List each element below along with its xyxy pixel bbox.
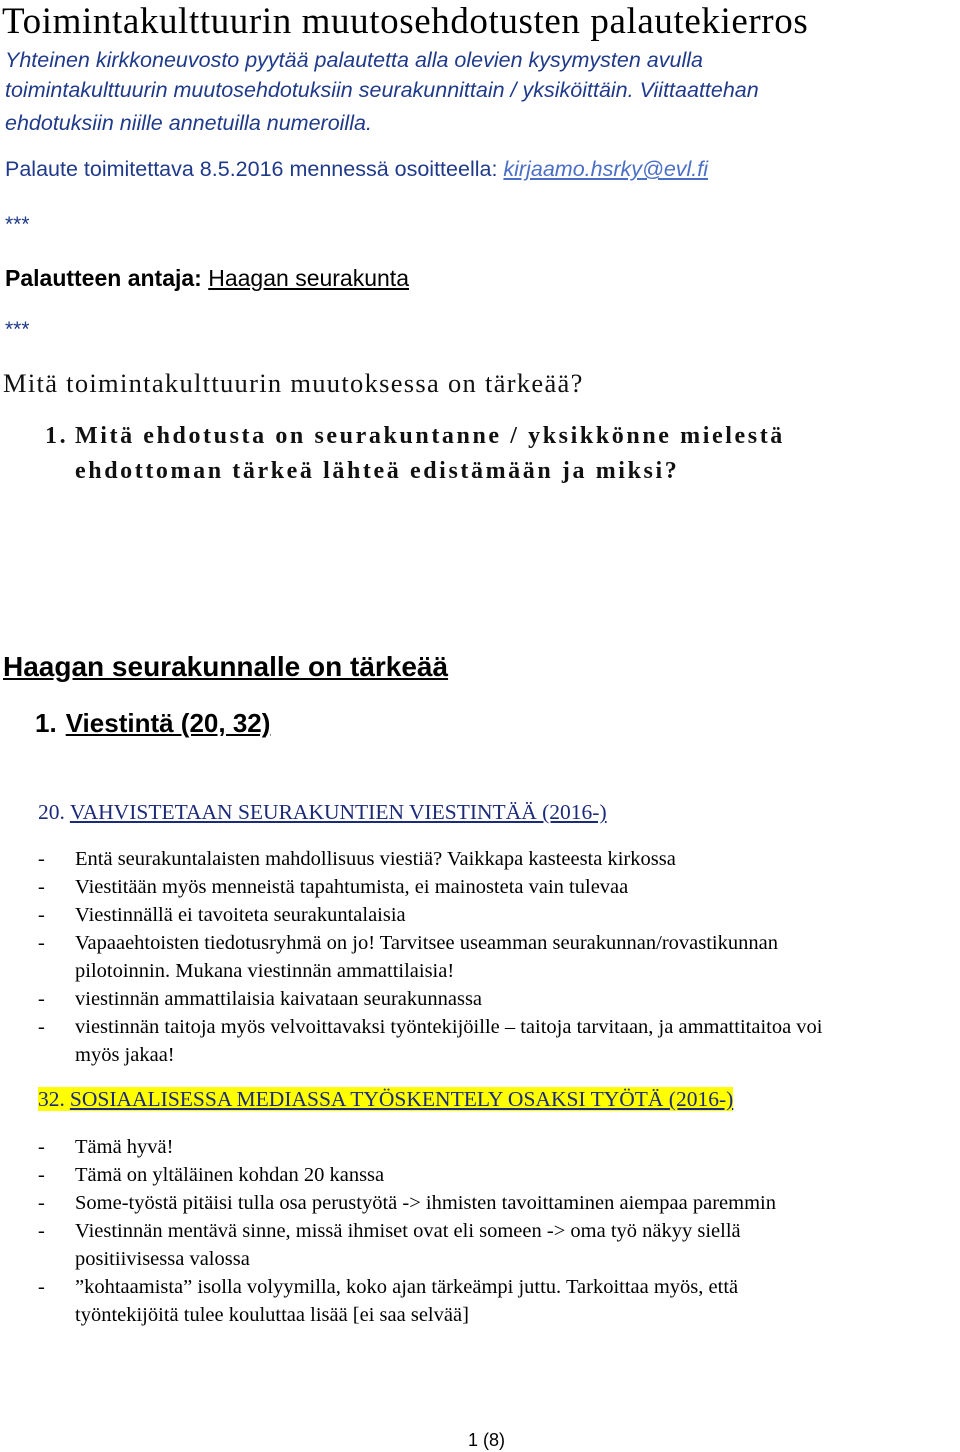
list-item bbox=[38, 1192, 776, 1215]
feedback-giver-value: Haagan seurakunta bbox=[208, 265, 409, 291]
list-item bbox=[38, 876, 628, 899]
list-item-text: Vapaaehtoisten tiedotusryhmä on jo! Tarvitsee useamman seurakunnan/rovastikunnan bbox=[75, 932, 778, 954]
bullet-dash: - bbox=[38, 1136, 45, 1158]
list-item bbox=[38, 1164, 384, 1187]
item-32-number: 32. bbox=[38, 1087, 65, 1111]
bullet-dash: - bbox=[38, 876, 45, 898]
bullet-dash: - bbox=[38, 904, 45, 926]
sub-heading-text: Viestintä (20, 32) bbox=[65, 708, 271, 738]
intro-line-2: toimintakulttuurin muutosehdotuksiin seurakunnittain / yksiköittäin. Viittaattehan bbox=[5, 78, 759, 102]
list-item-continuation: pilotoinnin. Mukana viestinnän ammattilaisia! bbox=[75, 960, 455, 982]
list-item-text: Viestinnällä ei tavoiteta seurakuntalaisia bbox=[75, 904, 406, 926]
list-item-text: Tämä hyvä! bbox=[75, 1136, 174, 1158]
intro-line-1: Yhteinen kirkkoneuvosto pyytää palautetta alla olevien kysymysten avulla bbox=[5, 48, 703, 72]
bullet-dash: - bbox=[38, 988, 45, 1010]
item-20-heading bbox=[38, 800, 607, 825]
intro-line-3: ehdotuksiin niille annetuilla numeroilla. bbox=[5, 111, 372, 135]
list-item-text: viestinnän taitoja myös velvoittavaksi työntekijöille – taitoja tarvitaan, ja ammattitaitoa voi bbox=[75, 1016, 823, 1038]
list-item bbox=[38, 904, 406, 927]
bullet-dash: - bbox=[38, 1220, 45, 1242]
question-heading: Mitä toimintakulttuurin muutoksessa on tärkeää? bbox=[3, 368, 584, 398]
feedback-giver bbox=[5, 265, 409, 292]
list-item-continuation: positiivisessa valossa bbox=[75, 1248, 250, 1270]
sub-heading-number: 1. bbox=[35, 708, 57, 738]
list-item bbox=[38, 1220, 741, 1243]
list-item-text: Viestinnän mentävä sinne, missä ihmiset ovat eli someen -> oma työ näkyy siellä bbox=[75, 1220, 741, 1242]
question-1-line-2 bbox=[45, 458, 679, 485]
list-item bbox=[38, 848, 676, 871]
bullet-dash: - bbox=[38, 932, 45, 954]
question-1-number: 1. bbox=[45, 423, 69, 449]
bullet-dash: - bbox=[38, 1164, 45, 1186]
list-item-continuation: myös jakaa! bbox=[75, 1044, 175, 1066]
item-32-heading bbox=[38, 1087, 733, 1112]
list-item-text: Some-työstä pitäisi tulla osa perustyötä -> ihmisten tavoittaminen aiempaa paremmin bbox=[75, 1192, 776, 1214]
question-1-text-2: ehdottoman tärkeä lähteä edistämään ja miksi? bbox=[75, 458, 680, 484]
sub-heading bbox=[35, 708, 270, 739]
separator-2: *** bbox=[5, 318, 30, 341]
list-item bbox=[38, 932, 778, 955]
item-32-title: SOSIAALISESSA MEDIASSA TYÖSKENTELY OSAKSI TYÖTÄ (2016-) bbox=[69, 1087, 734, 1111]
bullet-dash: - bbox=[38, 1192, 45, 1214]
item-20-number: 20. bbox=[38, 800, 65, 824]
list-item-text: Tämä on yltäläinen kohdan 20 kanssa bbox=[75, 1164, 385, 1186]
item-32-highlight bbox=[38, 1087, 733, 1111]
list-item bbox=[38, 1276, 738, 1299]
list-item-text: viestinnän ammattilaisia kaivataan seurakunnassa bbox=[75, 988, 483, 1010]
bullet-dash: - bbox=[38, 848, 45, 870]
deadline-line bbox=[5, 157, 708, 182]
deadline-text: Palaute toimitettava 8.5.2016 mennessä osoitteella: bbox=[5, 157, 504, 181]
question-1-line-1 bbox=[45, 423, 785, 450]
list-item-text: Viestitään myös menneistä tapahtumista, ei mainosteta vain tulevaa bbox=[75, 876, 629, 898]
email-link[interactable]: kirjaamo.hsrky@evl.fi bbox=[503, 157, 709, 181]
separator-1: *** bbox=[5, 213, 30, 236]
item-20-title: VAHVISTETAAN SEURAKUNTIEN VIESTINTÄÄ (2016-) bbox=[69, 800, 607, 824]
document-title: Toimintakulttuurin muutosehdotusten palautekierros bbox=[2, 1, 809, 42]
list-item bbox=[38, 988, 482, 1011]
feedback-giver-label: Palautteen antaja: bbox=[5, 265, 209, 291]
page-number: 1 (8) bbox=[468, 1430, 506, 1450]
list-item bbox=[38, 1016, 823, 1039]
list-item-text: Entä seurakuntalaisten mahdollisuus viestiä? Vaikkapa kasteesta kirkossa bbox=[75, 848, 676, 870]
question-1-text-1: Mitä ehdotusta on seurakuntanne / yksikkönne mielestä bbox=[75, 423, 785, 449]
section-heading: Haagan seurakunnalle on tärkeää bbox=[3, 651, 449, 682]
list-item-continuation: työntekijöitä tulee kouluttaa lisää [ei saa selvää] bbox=[75, 1304, 469, 1326]
bullet-dash: - bbox=[38, 1016, 45, 1038]
list-item bbox=[38, 1136, 173, 1159]
bullet-dash: - bbox=[38, 1276, 45, 1298]
list-item-text: ”kohtaamista” isolla volyymilla, koko ajan tärkeämpi juttu. Tarkoittaa myös, että bbox=[75, 1276, 739, 1298]
